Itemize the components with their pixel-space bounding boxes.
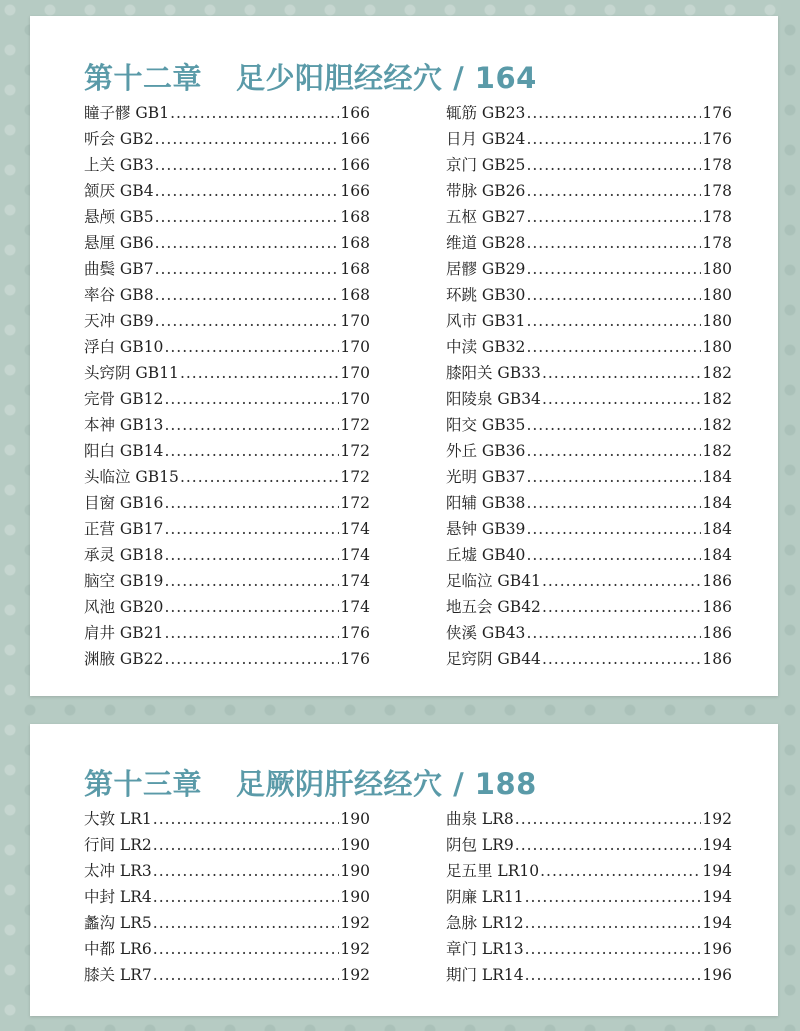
page-number: 190	[340, 862, 370, 880]
acupoint-name: 侠溪 GB43	[446, 624, 526, 642]
toc-entry[interactable]	[84, 962, 370, 988]
page-number: 186	[702, 572, 732, 590]
acupoint-name: 丘墟 GB40	[446, 546, 526, 564]
acupoint-name: 膝关 LR7	[84, 966, 152, 984]
page-number: 166	[340, 156, 370, 174]
page-number: 168	[340, 234, 370, 252]
page-number: 172	[340, 494, 370, 512]
page-number: 184	[702, 546, 732, 564]
toc-entry[interactable]	[84, 334, 370, 360]
acupoint-name: 瞳子髎 GB1	[84, 104, 170, 122]
page-number: 172	[340, 416, 370, 434]
acupoint-name: 膝阳关 GB33	[446, 364, 541, 382]
toc-entry[interactable]	[446, 806, 732, 832]
acupoint-name: 承灵 GB18	[84, 546, 164, 564]
acupoint-name: 阳白 GB14	[84, 442, 164, 460]
toc-entry[interactable]	[84, 152, 370, 178]
page-number: 168	[340, 260, 370, 278]
acupoint-name: 本神 GB13	[84, 416, 164, 434]
dot-leader	[164, 594, 339, 620]
acupoint-name: 风池 GB20	[84, 598, 164, 616]
dot-leader	[155, 256, 340, 282]
toc-entry[interactable]	[446, 282, 732, 308]
toc-entry[interactable]	[446, 230, 732, 256]
acupoint-name: 中封 LR4	[84, 888, 152, 906]
acupoint-name: 曲泉 LR8	[446, 810, 514, 828]
toc-entry[interactable]	[446, 438, 732, 464]
dot-leader	[526, 438, 701, 464]
toc-entry[interactable]	[446, 858, 732, 884]
toc-entry[interactable]	[84, 204, 370, 230]
acupoint-name: 五枢 GB27	[446, 208, 526, 226]
page-number: 170	[340, 312, 370, 330]
acupoint-name: 中渎 GB32	[446, 338, 526, 356]
dot-leader	[155, 204, 340, 230]
dot-leader	[525, 962, 702, 988]
dot-leader	[526, 620, 701, 646]
dot-leader	[170, 100, 339, 126]
acupoint-name: 颔厌 GB4	[84, 182, 154, 200]
dot-leader	[542, 360, 701, 386]
toc-entry[interactable]	[446, 360, 732, 386]
dot-leader	[164, 412, 339, 438]
toc-entry[interactable]	[446, 126, 732, 152]
toc-entry[interactable]	[84, 490, 370, 516]
page-number: 172	[340, 468, 370, 486]
acupoint-name: 肩井 GB21	[84, 624, 164, 642]
dot-leader	[526, 204, 701, 230]
acupoint-name: 环跳 GB30	[446, 286, 526, 304]
page-number: 166	[340, 130, 370, 148]
dot-leader	[155, 126, 340, 152]
page-number: 190	[340, 836, 370, 854]
toc-entry[interactable]	[84, 230, 370, 256]
page-number: 194	[702, 836, 732, 854]
dot-leader	[153, 858, 340, 884]
page-number: 186	[702, 598, 732, 616]
toc-entry[interactable]	[84, 542, 370, 568]
dot-leader	[153, 884, 340, 910]
acupoint-name: 足窍阴 GB44	[446, 650, 541, 668]
toc-entry[interactable]	[446, 542, 732, 568]
page-number: 180	[702, 312, 732, 330]
acupoint-name: 急脉 LR12	[446, 914, 524, 932]
dot-leader	[153, 962, 340, 988]
dot-leader	[526, 256, 701, 282]
dot-leader	[153, 832, 340, 858]
page-number: 170	[340, 364, 370, 382]
page-number: 192	[702, 810, 732, 828]
page-number: 176	[702, 104, 732, 122]
page-number: 168	[340, 208, 370, 226]
toc-entry[interactable]	[446, 884, 732, 910]
dot-leader	[164, 386, 339, 412]
acupoint-name: 头窍阴 GB11	[84, 364, 179, 382]
toc-entry[interactable]	[84, 438, 370, 464]
dot-leader	[164, 620, 339, 646]
dot-leader	[542, 568, 701, 594]
dot-leader	[153, 806, 340, 832]
dot-leader	[164, 334, 339, 360]
page-number: 178	[702, 156, 732, 174]
page-number: 192	[340, 940, 370, 958]
chapter-13-panel	[30, 724, 778, 1016]
page-number: 174	[340, 546, 370, 564]
dot-leader	[155, 308, 340, 334]
acupoint-name: 外丘 GB36	[446, 442, 526, 460]
dot-leader	[526, 308, 701, 334]
page-number: 182	[702, 442, 732, 460]
acupoint-name: 蠡沟 LR5	[84, 914, 152, 932]
dot-leader	[164, 646, 339, 672]
toc-entry[interactable]	[84, 464, 370, 490]
toc-entry[interactable]	[446, 620, 732, 646]
chapter-name: 足少阳胆经经穴 / 164	[236, 61, 537, 95]
dot-leader	[155, 178, 340, 204]
acupoint-name: 曲鬓 GB7	[84, 260, 154, 278]
page-number: 194	[702, 914, 732, 932]
dot-leader	[515, 806, 702, 832]
acupoint-name: 京门 GB25	[446, 156, 526, 174]
dot-leader	[515, 832, 702, 858]
page-number: 184	[702, 494, 732, 512]
acupoint-name: 目窗 GB16	[84, 494, 164, 512]
acupoint-name: 维道 GB28	[446, 234, 526, 252]
acupoint-name: 光明 GB37	[446, 468, 526, 486]
page-number: 178	[702, 182, 732, 200]
page-number: 182	[702, 364, 732, 382]
page-number: 180	[702, 286, 732, 304]
chapter-title	[84, 56, 537, 97]
page-number: 184	[702, 520, 732, 538]
page-number: 176	[702, 130, 732, 148]
page-number: 184	[702, 468, 732, 486]
page-number: 174	[340, 572, 370, 590]
toc-entry[interactable]	[446, 832, 732, 858]
dot-leader	[164, 438, 339, 464]
toc-entry[interactable]	[446, 256, 732, 282]
toc-entry[interactable]	[446, 178, 732, 204]
dot-leader	[526, 282, 701, 308]
toc-entry[interactable]	[84, 910, 370, 936]
acupoint-name: 带脉 GB26	[446, 182, 526, 200]
toc-column-left	[84, 806, 370, 988]
page-number: 182	[702, 390, 732, 408]
toc-entry[interactable]	[84, 646, 370, 672]
toc-entry[interactable]	[446, 152, 732, 178]
page-number: 176	[340, 650, 370, 668]
acupoint-name: 悬颅 GB5	[84, 208, 154, 226]
toc-entry[interactable]	[446, 490, 732, 516]
page-number: 166	[340, 104, 370, 122]
acupoint-name: 辄筋 GB23	[446, 104, 526, 122]
toc-entry[interactable]	[84, 386, 370, 412]
page-number: 170	[340, 390, 370, 408]
acupoint-name: 脑空 GB19	[84, 572, 164, 590]
toc-entry[interactable]	[84, 100, 370, 126]
page-number: 172	[340, 442, 370, 460]
dot-leader	[526, 464, 701, 490]
chapter-title	[84, 762, 537, 803]
page-number: 190	[340, 888, 370, 906]
toc-entry[interactable]	[84, 256, 370, 282]
page-number: 186	[702, 624, 732, 642]
toc-entry[interactable]	[84, 806, 370, 832]
dot-leader	[153, 936, 340, 962]
page-number: 186	[702, 650, 732, 668]
dot-leader	[525, 910, 702, 936]
acupoint-name: 日月 GB24	[446, 130, 526, 148]
toc-entry[interactable]	[84, 516, 370, 542]
acupoint-name: 章门 LR13	[446, 940, 524, 958]
page-number: 192	[340, 914, 370, 932]
acupoint-name: 阳辅 GB38	[446, 494, 526, 512]
chapter-number: 第十三章	[84, 767, 203, 801]
acupoint-name: 阴廉 LR11	[446, 888, 524, 906]
dot-leader	[164, 542, 339, 568]
dot-leader	[526, 152, 701, 178]
acupoint-name: 地五会 GB42	[446, 598, 541, 616]
page-number: 176	[340, 624, 370, 642]
dot-leader	[155, 152, 340, 178]
acupoint-name: 足五里 LR10	[446, 862, 540, 880]
page-number: 182	[702, 416, 732, 434]
dot-leader	[526, 334, 701, 360]
acupoint-name: 足临泣 GB41	[446, 572, 541, 590]
toc-entry[interactable]	[84, 832, 370, 858]
acupoint-name: 头临泣 GB15	[84, 468, 179, 486]
toc-entry[interactable]	[446, 386, 732, 412]
acupoint-name: 大敦 LR1	[84, 810, 152, 828]
toc-entry[interactable]	[84, 568, 370, 594]
acupoint-name: 率谷 GB8	[84, 286, 154, 304]
toc-column-right	[446, 100, 732, 672]
acupoint-name: 正营 GB17	[84, 520, 164, 538]
toc-entry[interactable]	[84, 412, 370, 438]
toc-entry[interactable]	[84, 594, 370, 620]
page-number: 192	[340, 966, 370, 984]
page-number: 194	[702, 888, 732, 906]
dot-leader	[180, 360, 339, 386]
chapter-number: 第十二章	[84, 61, 203, 95]
page-number: 178	[702, 234, 732, 252]
dot-leader	[525, 884, 702, 910]
toc-entry[interactable]	[446, 594, 732, 620]
page-number: 166	[340, 182, 370, 200]
dot-leader	[153, 910, 340, 936]
dot-leader	[526, 230, 701, 256]
toc-entry[interactable]	[84, 282, 370, 308]
toc-entry[interactable]	[446, 962, 732, 988]
dot-leader	[155, 230, 340, 256]
dot-leader	[526, 516, 701, 542]
page-number: 180	[702, 260, 732, 278]
toc-entry[interactable]	[446, 910, 732, 936]
toc-entry[interactable]	[446, 308, 732, 334]
dot-leader	[526, 126, 701, 152]
acupoint-name: 阳交 GB35	[446, 416, 526, 434]
page-number: 174	[340, 598, 370, 616]
acupoint-name: 风市 GB31	[446, 312, 526, 330]
page-number: 174	[340, 520, 370, 538]
dot-leader	[542, 594, 701, 620]
page-number: 180	[702, 338, 732, 356]
dot-leader	[526, 412, 701, 438]
toc-entry[interactable]	[446, 334, 732, 360]
page-number: 196	[702, 940, 732, 958]
chapter-12-panel	[30, 16, 778, 696]
dot-leader	[164, 490, 339, 516]
dot-leader	[542, 646, 701, 672]
toc-entry[interactable]	[446, 646, 732, 672]
acupoint-name: 完骨 GB12	[84, 390, 164, 408]
acupoint-name: 悬厘 GB6	[84, 234, 154, 252]
page-number: 190	[340, 810, 370, 828]
toc-entry[interactable]	[446, 936, 732, 962]
chapter-name: 足厥阴肝经经穴 / 188	[236, 767, 537, 801]
acupoint-name: 天冲 GB9	[84, 312, 154, 330]
toc-entry[interactable]	[446, 412, 732, 438]
acupoint-name: 上关 GB3	[84, 156, 154, 174]
acupoint-name: 悬钟 GB39	[446, 520, 526, 538]
toc-entry[interactable]	[446, 516, 732, 542]
dot-leader	[525, 936, 702, 962]
toc-entry[interactable]	[446, 464, 732, 490]
acupoint-name: 阴包 LR9	[446, 836, 514, 854]
dot-leader	[526, 542, 701, 568]
toc-entry[interactable]	[84, 360, 370, 386]
acupoint-name: 行间 LR2	[84, 836, 152, 854]
toc-entry[interactable]	[84, 936, 370, 962]
dot-leader	[526, 178, 701, 204]
toc-column-right	[446, 806, 732, 988]
page-number: 178	[702, 208, 732, 226]
page-number: 194	[702, 862, 732, 880]
toc-entry[interactable]	[84, 178, 370, 204]
acupoint-name: 居髎 GB29	[446, 260, 526, 278]
toc-column-left	[84, 100, 370, 672]
acupoint-name: 期门 LR14	[446, 966, 524, 984]
dot-leader	[526, 100, 701, 126]
page-number: 168	[340, 286, 370, 304]
acupoint-name: 听会 GB2	[84, 130, 154, 148]
dot-leader	[164, 516, 339, 542]
dot-leader	[164, 568, 339, 594]
acupoint-name: 中都 LR6	[84, 940, 152, 958]
toc-entry[interactable]	[84, 126, 370, 152]
page-number: 196	[702, 966, 732, 984]
acupoint-name: 阳陵泉 GB34	[446, 390, 541, 408]
toc-entry[interactable]	[84, 858, 370, 884]
toc-entry[interactable]	[446, 568, 732, 594]
dot-leader	[526, 490, 701, 516]
dot-leader	[542, 386, 701, 412]
toc-entry[interactable]	[446, 204, 732, 230]
toc-entry[interactable]	[84, 884, 370, 910]
dot-leader	[540, 858, 701, 884]
page-number: 170	[340, 338, 370, 356]
dot-leader	[155, 282, 340, 308]
toc-entry[interactable]	[84, 620, 370, 646]
acupoint-name: 渊腋 GB22	[84, 650, 164, 668]
dot-leader	[180, 464, 339, 490]
toc-entry[interactable]	[84, 308, 370, 334]
acupoint-name: 浮白 GB10	[84, 338, 164, 356]
acupoint-name: 太冲 LR3	[84, 862, 152, 880]
toc-entry[interactable]	[446, 100, 732, 126]
